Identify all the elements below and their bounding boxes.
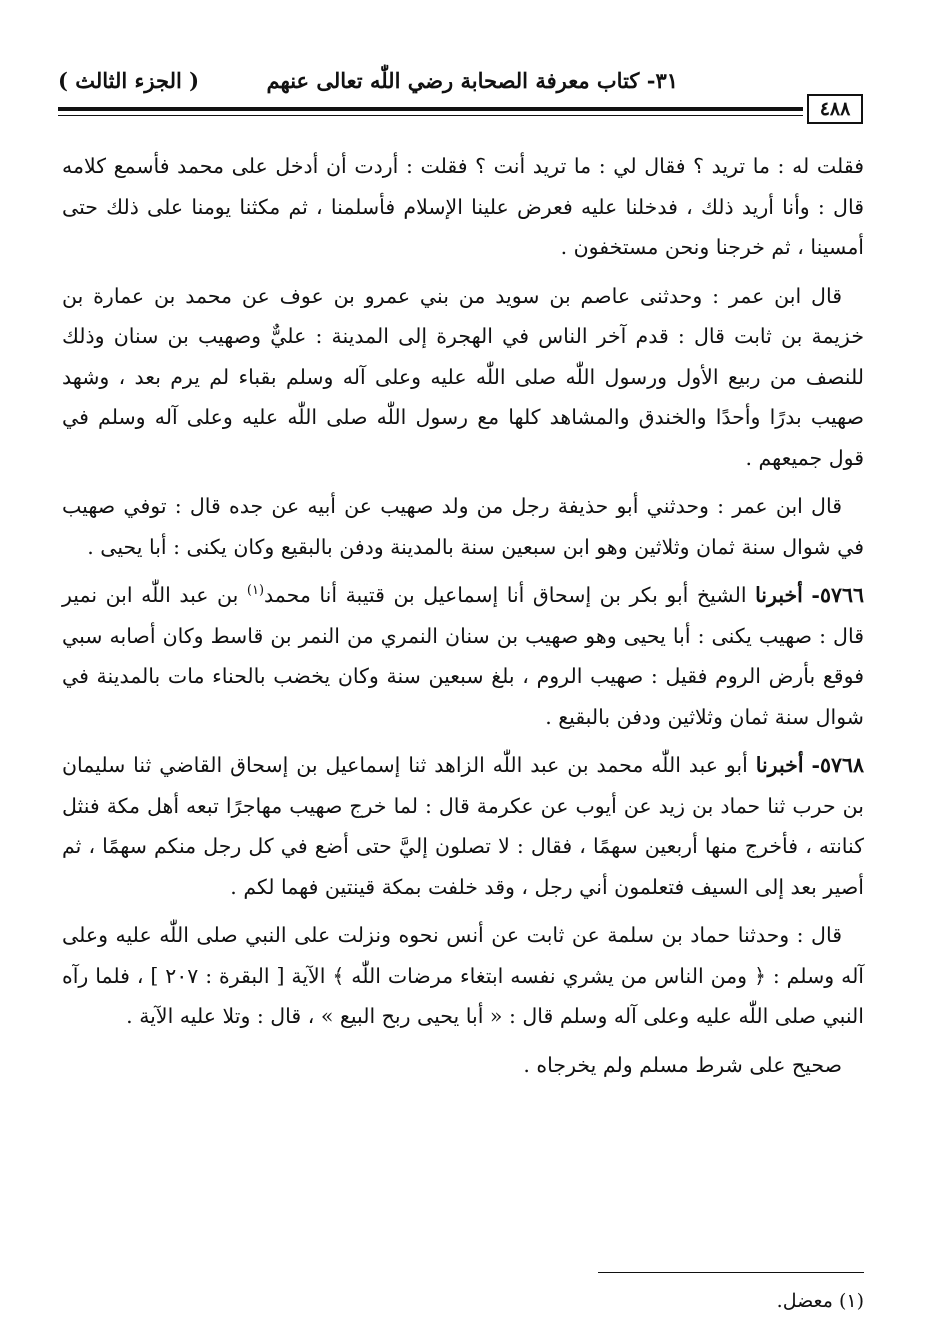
entry-5768 bbox=[62, 745, 864, 907]
paragraph-hammad: قال : وحدثنا حماد بن سلمة عن ثابت عن أنس نحوه ونزلت على النبي صلى اللّٰه عليه وعلى آله وسلم : ﴿ ومن الناس من يشري نفسه ابتغاء مرضات اللّٰه ﴾ الآية [ البقرة : ٢٠٧ ] ، فلما رآه النبي صلى اللّٰه عليه وعلى آله وسلم قال : « أبا يحيى ربح البيع » ، قال : وتلا عليه الآية . bbox=[62, 923, 865, 1028]
entry-head-word: أخبرنا bbox=[755, 753, 804, 777]
entry-5766 bbox=[62, 575, 864, 737]
entry-number: ٥٧٦٦- bbox=[811, 583, 864, 607]
entry-text: الشيخ أبو بكر بن إسحاق أنا إسماعيل بن قتيبة أنا محمد bbox=[264, 583, 747, 607]
header-rule-thick bbox=[58, 107, 803, 111]
footnote: (١) معضل. bbox=[776, 1290, 864, 1312]
paragraph-ibn-umar-2: قال ابن عمر : وحدثني أبو حذيفة رجل من ولد صهيب عن أبيه عن جده قال : توفي صهيب في شوال سنة ثمان وثلاثين وهو ابن سبعين سنة بالمدينة ودفن بالبقيع وكان يكنى : أبا يحيى . bbox=[62, 494, 864, 559]
footnote-divider bbox=[598, 1272, 864, 1273]
running-header bbox=[58, 62, 868, 102]
volume-label: ( الجزء الثالث ) bbox=[58, 68, 200, 93]
entry-text: أبو عبد اللّٰه محمد بن عبد اللّٰه الزاهد ثنا إسماعيل بن إسحاق القاضي ثنا سليمان بن حرب ثنا حماد بن زيد عن أيوب عن عكرمة قال : لما خرج صهيب مهاجرًا تبعه أهل مكة فنثل كنانته ، فأخرج منها أربعين سهمًا ، فقال : لا تصلون إليَّ حتى أضع في كل رجل منكم سهمًا ، ثم أصير بعد إلى السيف فتعلمون أني رجل ، وقد خلفت بمكة قينتين فهما لكم . bbox=[62, 753, 864, 899]
entry-text: بن عبد اللّٰه ابن نمير قال : صهيب يكنى : أبا يحيى وهو صهيب بن سنان النمري من النمر بن قاسط وكان أصابه سبي فوقع بأرض الروم فقيل : صهيب الروم ، بلغ سبعين سنة وكان يخضب بالحناء مات بالمدينة في شوال سنة ثمان وثلاثين ودفن بالبقيع . bbox=[62, 583, 864, 729]
header-rule-thin bbox=[58, 115, 803, 116]
main-text bbox=[62, 146, 864, 1093]
paragraph-continued: فقلت له : ما تريد ؟ فقال لي : ما تريد أنت ؟ فقلت : أردت أن أدخل على محمد فأسمع كلامه قال : وأنا أريد ذلك ، فدخلنا عليه فعرض علينا الإسلام فأسلمنا ، ثم مكثنا يومنا على ذلك حتى أمسينا ، ثم خرجنا ونحن مستخفون . bbox=[62, 154, 864, 259]
paragraph-ibn-umar-1: قال ابن عمر : وحدثنى عاصم بن سويد من بني عمرو بن عوف عن محمد بن عمارة بن خزيمة بن ثابت قال : قدم آخر الناس في الهجرة إلى المدينة : عليٌّ وصهيب بن سنان وذلك للنصف من ربيع الأول ورسول اللّٰه صلى اللّٰه عليه وعلى آله وسلم بقباء لم يرم بعد ، وشهد صهيب بدرًا وأحدًا والخندق والمشاهد كلها مع رسول اللّٰه صلى اللّٰه عليه وعلى آله وسلم في قول جميعهم . bbox=[62, 283, 864, 470]
entry-head-word: أخبرنا bbox=[755, 583, 803, 607]
page-number: ٤٨٨ bbox=[807, 94, 863, 124]
chapter-title: ٣١- كتاب معرفة الصحابة رضي اللّٰه تعالى عنهم bbox=[266, 68, 678, 93]
verdict-line: صحيح على شرط مسلم ولم يخرجاه . bbox=[523, 1052, 842, 1077]
entry-number: ٥٧٦٨- bbox=[811, 753, 864, 777]
footnote-reference[interactable]: (١) bbox=[246, 583, 265, 599]
